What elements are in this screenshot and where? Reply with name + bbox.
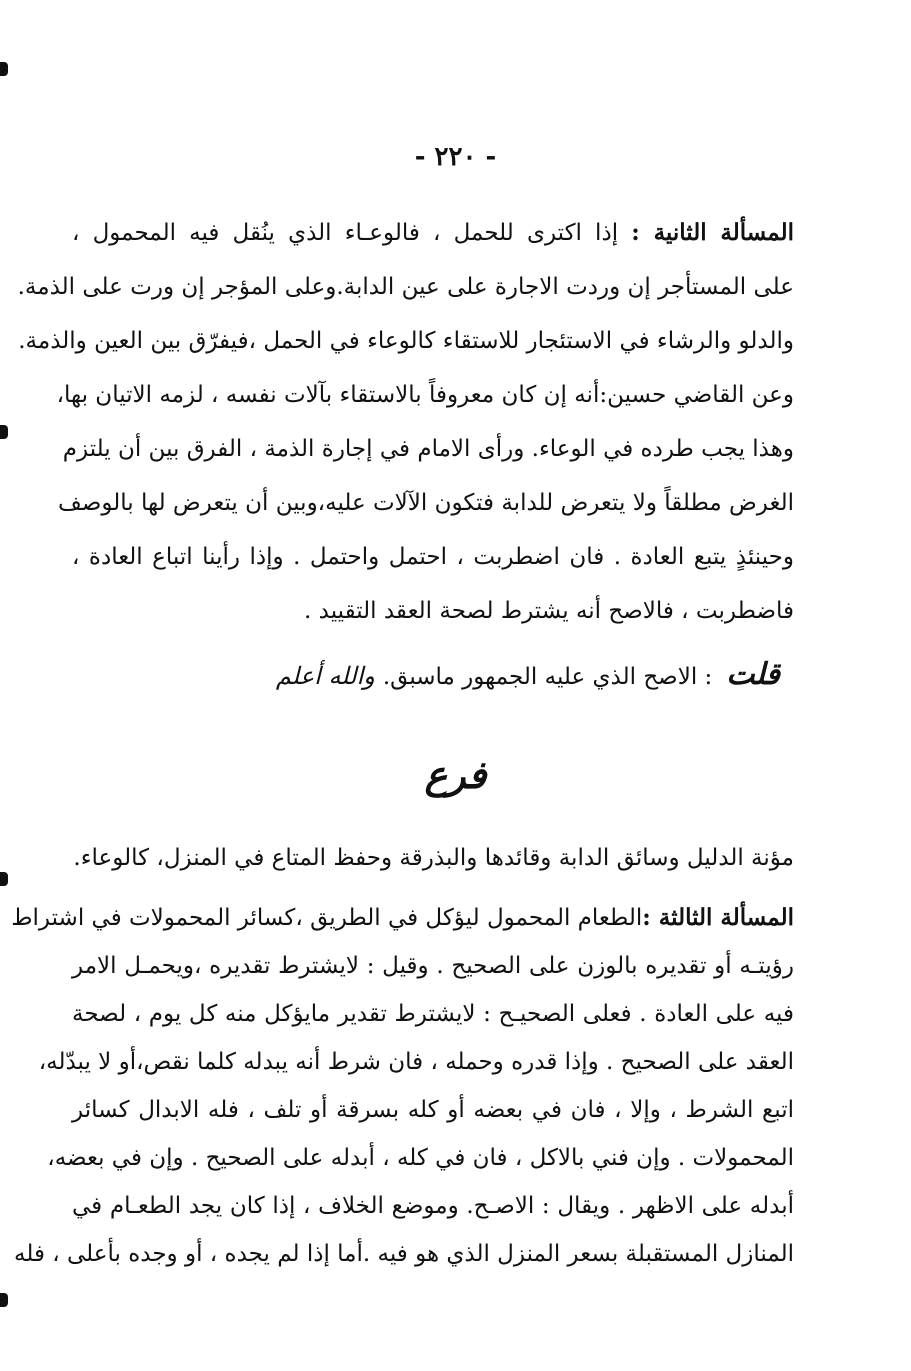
text-line: العقد على الصحيح . وإذا قدره وحمله ، فان شرط أنه يبدله كلما نقص،أو لا يبدّله، [38,1049,794,1075]
text-line: اتبع الشرط ، وإلا ، فان في بعضه أو كله بسرقة أو تلف ، فله الابدال كسائر [72,1097,794,1123]
text-line [11,895,794,941]
wallahu-alam: والله أعلم [275,662,375,690]
qult-word: قلت [726,657,780,692]
paragraph-far [72,835,794,881]
section-heading-far: فرع [424,752,487,797]
paragraph-masala-2 [17,210,794,630]
masala-2-title: المسألة الثانية : [631,219,794,246]
text-line: وعن القاضي حسين:أنه إن كان معروفاً بالاستقاء بآلات نفسه ، لزمه الاتيان بها، [56,382,794,408]
scan-edge-mark [0,425,8,439]
line-text: إذا اكترى للحمل ، فالوعـاء الذي ينُقل فيه المحمول ، [72,220,632,246]
page-number: - ٢٢٠ - [414,142,497,172]
qult-text: : الاصح الذي عليه الجمهور ماسبق. [382,664,713,690]
scan-edge-mark [0,62,8,76]
text-line: المنازل المستقبلة بسعر المنزل الذي هو فيه .أما إذا لم يجده ، أو وجده بأعلى ، فله [14,1241,794,1267]
text-line: فاضطربت ، فالاصح أنه يشترط لصحة العقد التقييد . [304,598,794,624]
text-line: أبدله على الاظهر . ويقال : الاصـح. وموضع الخلاف ، إذا كان يجد الطعـام في [72,1193,794,1219]
qult-note [275,650,780,700]
text-line [72,210,794,256]
text-line: وحينئذٍ يتبع العادة . فان اضطربت ، احتمل واحتمل . وإذا رأينا اتباع العادة ، [72,544,794,570]
text-line: المحمولات . وإن فني بالاكل ، فان في كله ، أبدله على الصحيح . وإن في بعضه، [47,1145,794,1171]
line-text: الطعام المحمول ليؤكل في الطريق ،كسائر المحمولات في اشتراط [11,905,643,931]
text-line: مؤنة الدليل وسائق الدابة وقائدها والبذرقة وحفظ المتاع في المنزل، كالوعاء. [73,845,794,871]
text-line: الغرض مطلقاً ولا يتعرض للدابة فتكون الآلات عليه،وبين أن يتعرض لها بالوصف [58,490,794,516]
text-line: وهذا يجب طرده في الوعاء. ورأى الامام في إجارة الذمة ، الفرق بين أن يلتزم [62,436,794,462]
scan-edge-mark [0,872,8,886]
scan-edge-mark [0,1293,8,1307]
text-line: فيه على العادة . فعلى الصحيـح : لايشترط تقدير مايؤكل منه كل يوم ، لصحة [72,1001,794,1027]
text-line: على المستأجر إن وردت الاجارة على عين الدابة.وعلى المؤجر إن ورت على الذمة. [17,274,794,300]
text-line: والدلو والرشاء في الاستئجار للاستقاء كالوعاء في الحمل ،فيفرّق بين العين والذمة. [18,328,794,354]
paragraph-masala-3 [11,895,794,1295]
masala-3-title: المسألة الثالثة : [642,904,794,931]
text-line: رؤيتـه أو تقديره بالوزن على الصحيح . وقيل : لايشترط تقديره ،ويحمـل الامر [72,953,794,979]
